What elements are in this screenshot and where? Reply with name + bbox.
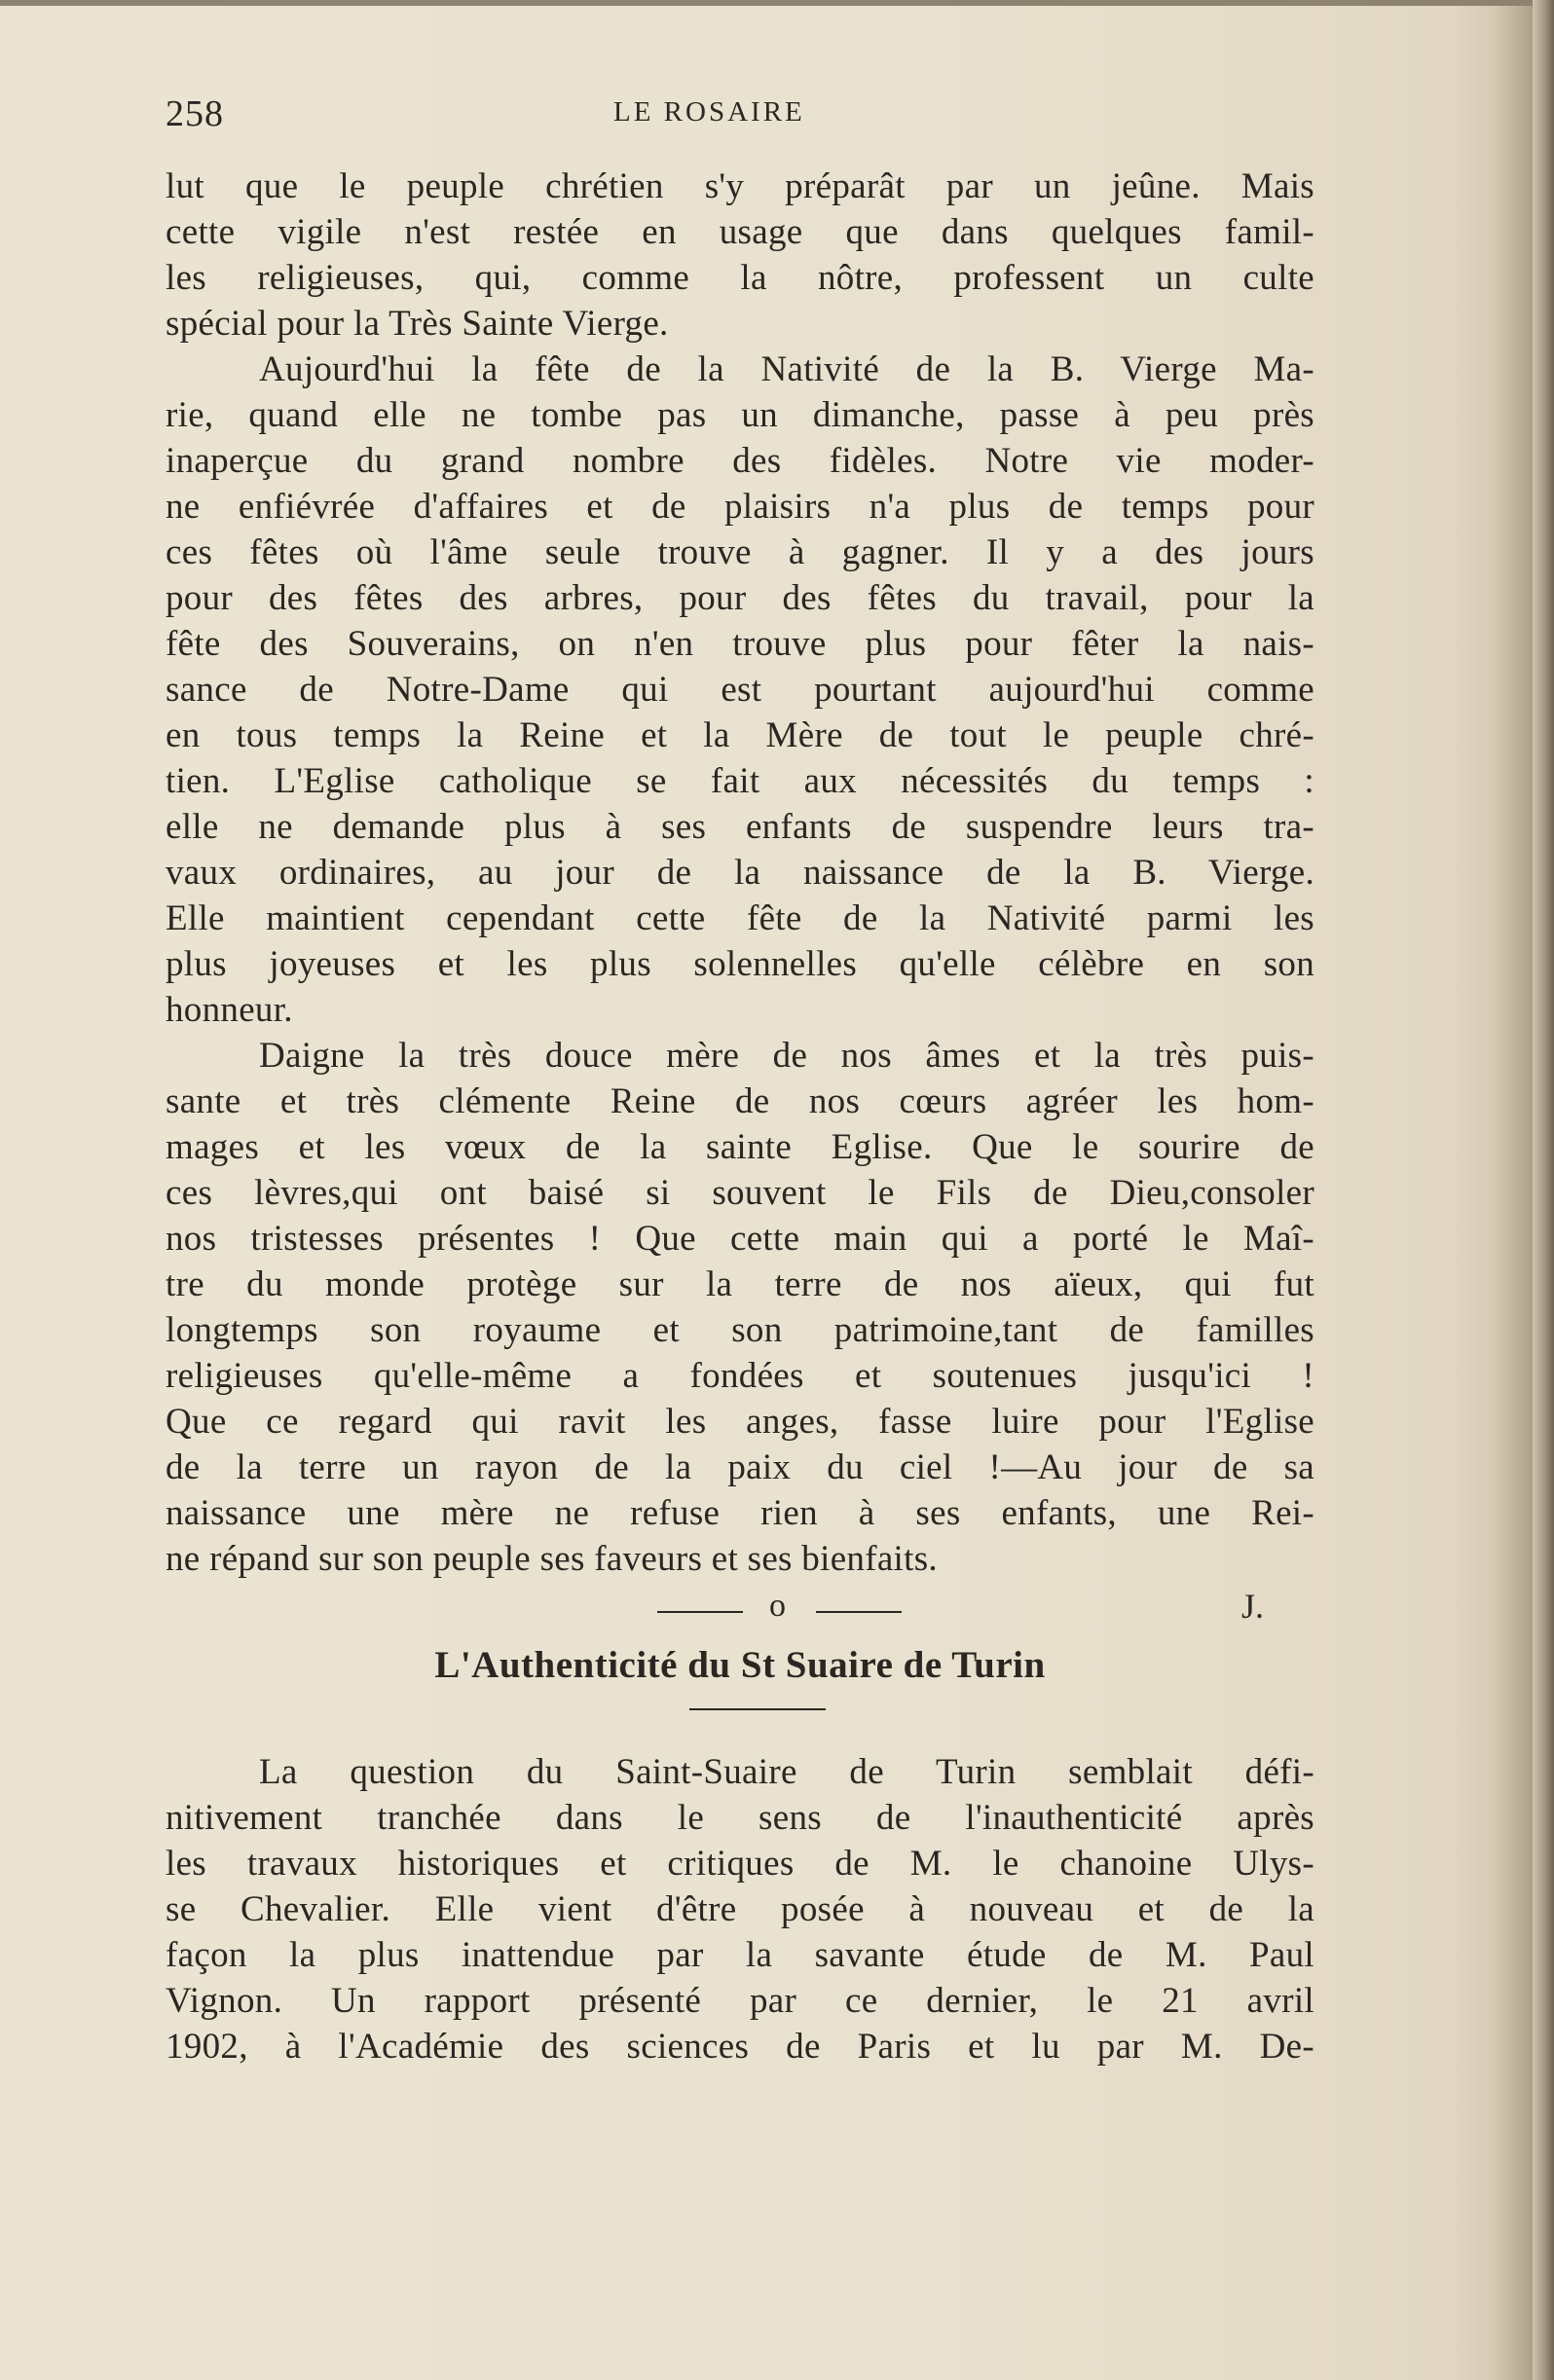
text-line: cette vigile n'est restée en usage que dans quelques famil- xyxy=(166,212,1314,252)
text-line: lut que le peuple chrétien s'y préparât par un jeûne. Mais xyxy=(166,166,1314,206)
text-line: de la terre un rayon de la paix du ciel !—Au jour de sa xyxy=(166,1447,1314,1487)
text-line: rie, quand elle ne tombe pas un dimanche, passe à peu près xyxy=(166,395,1314,435)
text-line: vaux ordinaires, au jour de la naissance de la B. Vierge. xyxy=(166,853,1314,893)
text-line: pour des fêtes des arbres, pour des fêtes du travail, pour la xyxy=(166,578,1314,618)
text-line: sance de Notre-Dame qui est pourtant aujourd'hui comme xyxy=(166,670,1314,710)
text-line: les travaux historiques et critiques de M. le chanoine Ulys- xyxy=(166,1844,1314,1884)
text-line: façon la plus inattendue par la savante étude de M. Paul xyxy=(166,1935,1314,1975)
page-binding-edge xyxy=(1533,0,1554,2380)
text-line: Elle maintient cependant cette fête de la Nativité parmi les xyxy=(166,898,1314,938)
text-line: ces fêtes où l'âme seule trouve à gagner. Il y a des jours xyxy=(166,532,1314,572)
text-line: mages et les vœux de la sainte Eglise. Que le sourire de xyxy=(166,1127,1314,1167)
text-line: religieuses qu'elle-même a fondées et soutenues jusqu'ici ! xyxy=(166,1356,1314,1396)
author-signature: J. xyxy=(1241,1587,1265,1626)
text-line: se Chevalier. Elle vient d'être posée à nouveau et de la xyxy=(166,1889,1314,1929)
page-number: 258 xyxy=(166,93,224,134)
text-line: La question du Saint-Suaire de Turin semblait défi- xyxy=(259,1752,1314,1792)
text-line: plus joyeuses et les plus solennelles qu'elle célèbre en son xyxy=(166,944,1314,984)
text-line: Daigne la très douce mère de nos âmes et la très puis- xyxy=(259,1036,1314,1076)
separator-rule-right xyxy=(816,1611,902,1613)
text-line: nos tristesses présentes ! Que cette main qui a porté le Maî- xyxy=(166,1219,1314,1259)
article-saint-suaire xyxy=(166,1636,1314,2069)
text-line: ne enfiévrée d'affaires et de plaisirs n'a plus de temps pour xyxy=(166,487,1314,527)
text-line: Aujourd'hui la fête de la Nativité de la B. Vierge Ma- xyxy=(259,349,1314,389)
text-line: elle ne demande plus à ses enfants de suspendre leurs tra- xyxy=(166,807,1314,847)
text-line: honneur. xyxy=(166,990,293,1030)
article-nativite xyxy=(166,164,1314,1636)
article-separator xyxy=(166,1582,1314,1636)
page-header xyxy=(166,92,1295,137)
separator-rule-left xyxy=(657,1611,743,1613)
page-body xyxy=(166,164,1314,2069)
text-line: longtemps son royaume et son patrimoine,tant de familles xyxy=(166,1310,1314,1350)
running-title: LE ROSAIRE xyxy=(613,96,805,128)
separator-ornament: o xyxy=(769,1588,786,1624)
text-line: en tous temps la Reine et la Mère de tout le peuple chré- xyxy=(166,715,1314,755)
text-line: ces lèvres,qui ont baisé si souvent le Fils de Dieu,consoler xyxy=(166,1173,1314,1213)
text-line: sante et très clémente Reine de nos cœurs agréer les hom- xyxy=(166,1081,1314,1121)
text-line: tien. L'Eglise catholique se fait aux nécessités du temps : xyxy=(166,761,1314,801)
text-line: Que ce regard qui ravit les anges, fasse luire pour l'Eglise xyxy=(166,1402,1314,1442)
text-line: spécial pour la Très Sainte Vierge. xyxy=(166,304,669,344)
section-title: L'Authenticité du St Suaire de Turin xyxy=(434,1644,1046,1686)
text-line: tre du monde protège sur la terre de nos aïeux, qui fut xyxy=(166,1264,1314,1304)
title-underline-rule xyxy=(689,1708,826,1710)
page-top-border xyxy=(0,0,1554,6)
text-line: nitivement tranchée dans le sens de l'inauthenticité après xyxy=(166,1798,1314,1838)
text-line: naissance une mère ne refuse rien à ses enfants, une Rei- xyxy=(166,1493,1314,1533)
text-line: fête des Souverains, on n'en trouve plus pour fêter la nais- xyxy=(166,624,1314,664)
text-line: Vignon. Un rapport présenté par ce dernier, le 21 avril xyxy=(166,1981,1314,2021)
text-line: 1902, à l'Académie des sciences de Paris et lu par M. De- xyxy=(166,2027,1314,2067)
text-line: les religieuses, qui, comme la nôtre, professent un culte xyxy=(166,258,1314,298)
text-line: ne répand sur son peuple ses faveurs et ses bienfaits. xyxy=(166,1539,938,1579)
text-line: inaperçue du grand nombre des fidèles. Notre vie moder- xyxy=(166,441,1314,481)
